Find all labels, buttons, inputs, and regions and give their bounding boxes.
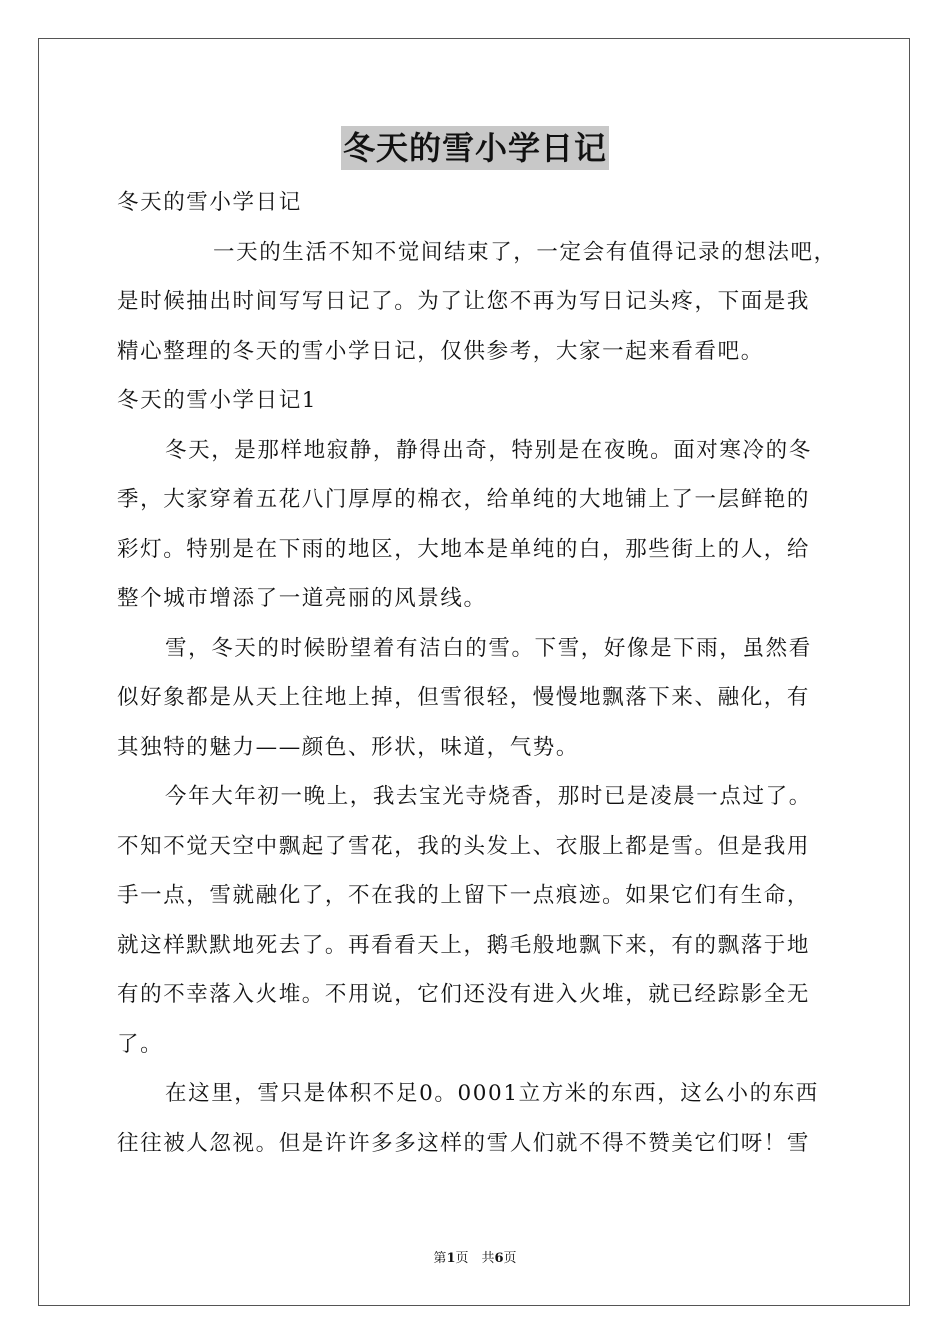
text-line: 其独特的魅力——颜色、形状，味道，气势。 <box>117 734 580 760</box>
text-line: 彩灯。特别是在下雨的地区，大地本是单纯的白，那些街上的人，给 <box>117 536 811 562</box>
text-line: 冬天的雪小学日记1 <box>117 388 318 413</box>
text-line: 冬天，是那样地寂静，静得出奇，特别是在夜晚。面对寒冷的冬 <box>165 437 812 463</box>
footer-suffix: 页 <box>503 1251 517 1266</box>
text-line: 一天的生活不知不觉间结束了，一定会有值得记录的想法吧， <box>213 239 837 265</box>
text-line: 有的不幸落入火堆。不用说，它们还没有进入火堆，就已经踪影全无 <box>117 982 811 1007</box>
document-body <box>117 178 837 1168</box>
text-line: 冬天的雪小学日记 <box>117 190 302 215</box>
current-page-number: 1 <box>446 1251 456 1266</box>
text-line: 就这样默默地死去了。再看看天上，鹅毛般地飘下来，有的飘落于地 <box>117 932 811 958</box>
text-line: 手一点，雪就融化了，不在我的上留下一点痕迹。如果它们有生命， <box>117 883 811 908</box>
text-line: 似好象都是从天上往地上掉，但雪很轻，慢慢地飘落下来、融化，有 <box>117 685 811 710</box>
title-container <box>0 126 950 170</box>
text-line: 了。 <box>117 1031 164 1057</box>
page-footer <box>0 1247 950 1266</box>
text-line: 季，大家穿着五花八门厚厚的棉衣，给单纯的大地铺上了一层鲜艳的 <box>117 487 811 512</box>
total-page-count: 6 <box>494 1251 504 1266</box>
footer-mid: 页 共 <box>455 1251 495 1266</box>
text-line: 是时候抽出时间写写日记了。为了让您不再为写日记头疼，下面是我 <box>117 289 811 314</box>
text-line: 不知不觉天空中飘起了雪花，我的头发上、衣服上都是雪。但是我用 <box>117 833 811 859</box>
document-title: 冬天的雪小学日记 <box>341 126 609 170</box>
text-line: 整个城市增添了一道亮丽的风景线。 <box>117 586 487 611</box>
text-line: 精心整理的冬天的雪小学日记，仅供参考，大家一起来看看吧。 <box>117 338 764 364</box>
footer-prefix: 第 <box>433 1251 447 1266</box>
text-line: 往往被人忽视。但是许许多多这样的雪人们就不得不赞美它们呀！雪 <box>117 1130 811 1156</box>
text-line: 今年大年初一晚上，我去宝光寺烧香，那时已是凌晨一点过了。 <box>165 784 812 809</box>
text-line: 雪，冬天的时候盼望着有洁白的雪。下雪，好像是下雨，虽然看 <box>165 635 812 661</box>
text-line: 在这里，雪只是体积不足0。0001立方米的东西，这么小的东西 <box>165 1081 819 1106</box>
